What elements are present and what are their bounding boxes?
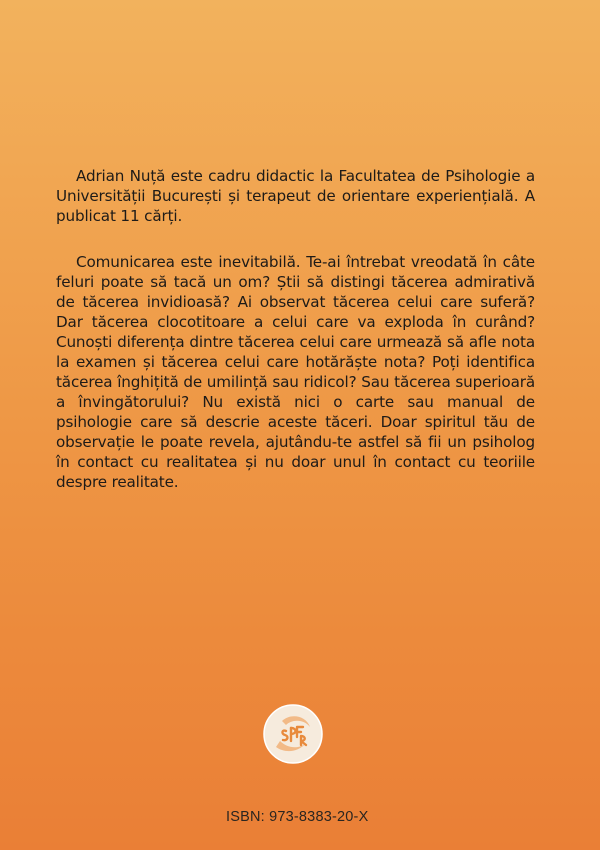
author-bio xyxy=(56,166,535,226)
book-blurb-text: Comunicarea este inevitabilă. Te-ai întrebat vreodată în câte feluri poate să tacă un om? Știi să distingi tăcerea admirativă de tăcerea invidioasă? Ai observat tăcerea celui care suferă? Dar tăcerea clocotitoare a celui care va exploda în curând? Cunoști diferența dintre tăcerea celui care urmează să afle nota la examen și tăcerea celui care hotărăște nota? Poți identifica tăcerea înghițită de umilință sau ridicol? Sau tăcerea superioară a învingătorului? Nu există nici o carte sau manual de psihologie care să descrie aceste tăceri. Doar spiritul tău de observație le poate revela, ajutându-te astfel să fii un psiholog în contact cu realitatea și nu doar unul în contact cu teoriile despre realitate. xyxy=(56,253,535,491)
author-bio-text: Adrian Nuță este cadru didactic la Facultatea de Psihologie a Universității București și terapeut de orientare experiențială. A publicat 11 cărți. xyxy=(56,167,535,225)
publisher-logo-icon xyxy=(262,703,324,765)
book-blurb xyxy=(56,252,535,492)
isbn-number: ISBN: 973-8383-20-X xyxy=(226,809,369,825)
